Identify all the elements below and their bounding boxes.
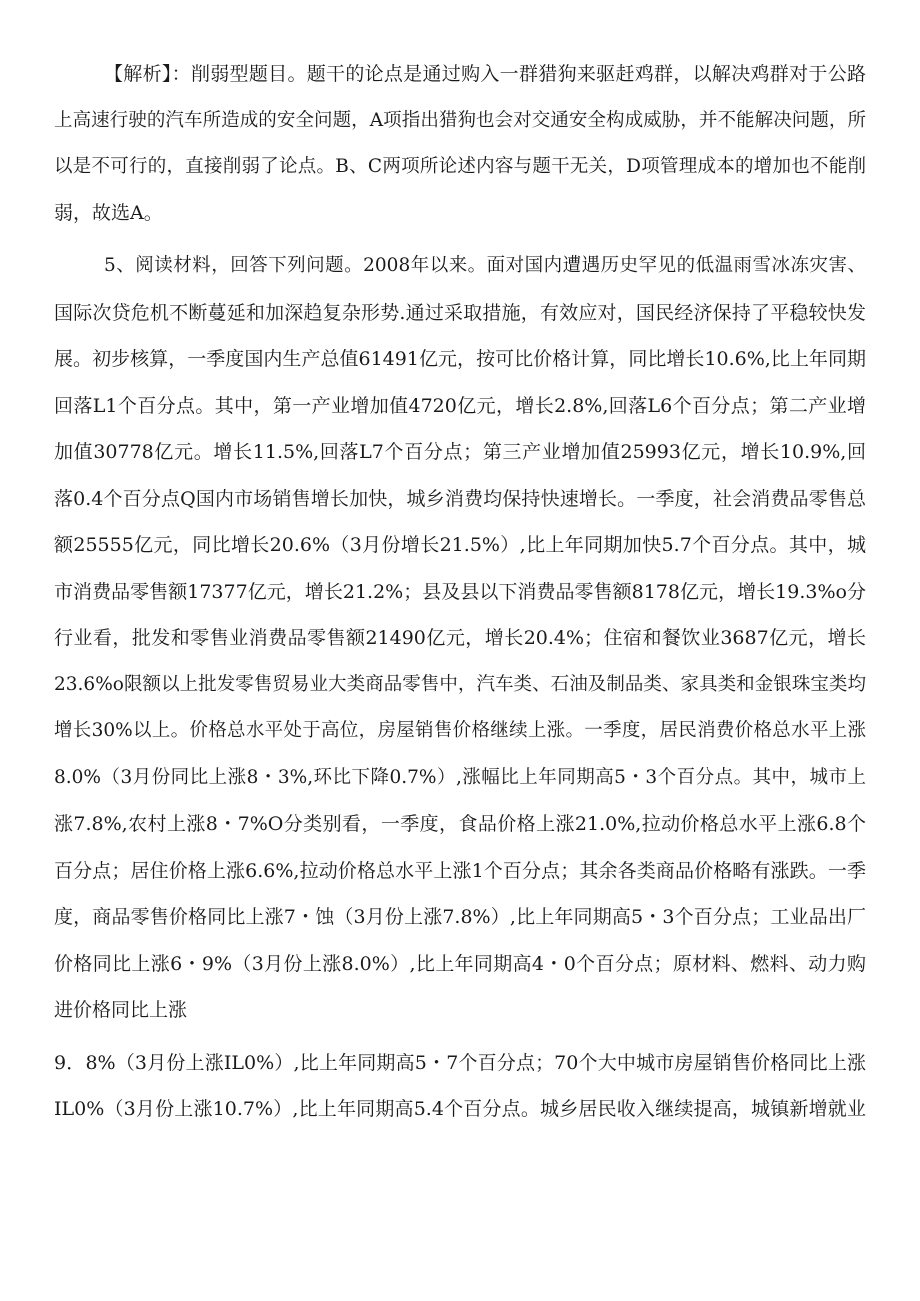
question-line: 增长30%以上。价格总水平处于高位，房屋销售价格继续上涨。一季度，居民消费价格总水平上涨	[54, 720, 866, 741]
question-line: 8.0%（3月份同比上涨8・3%,环比下降0.7%）,涨幅比上年同期高5・3个百分点。其中，城市上	[54, 767, 866, 788]
analysis-line: 以是不可行的，直接削弱了论点。B、C两项所论述内容与题干无关，D项管理成本的增加也不能削	[54, 156, 866, 177]
question-line: 度，商品零售价格同比上涨7・蚀（3月份上涨7.8%）,比上年同期高5・3个百分点；工业品出厂	[54, 906, 866, 928]
question-line: 回落L1个百分点。其中，第一产业增加值4720亿元，增长2.8%,回落L6个百分点；第二产业增	[54, 395, 866, 417]
question-line: 额25555亿元，同比增长20.6%（3月份增长21.5%）,比上年同期加快5.7个百分点。其中，城	[54, 534, 866, 556]
question-line: 价格同比上涨6・9%（3月份上涨8.0%）,比上年同期高4・0个百分点；原材料、燃料、动力购	[54, 953, 866, 975]
question-line: 进价格同比上涨	[54, 999, 188, 1021]
question-line: 行业看，批发和零售业消费品零售额21490亿元，增长20.4%；住宿和餐饮业3687亿元，增长	[54, 627, 866, 649]
question-line: 加值30778亿元。增长11.5%,回落L7个百分点；第三产业增加值25993亿元，增长10.9%,回	[54, 441, 866, 463]
analysis-line: 【解析】：削弱型题目。题干的论点是通过购入一群猎狗来驱赶鸡群，以解决鸡群对于公路	[104, 63, 866, 85]
question-line: 展。初步核算，一季度国内生产总值61491亿元，按可比价格计算，同比增长10.6%,比上年同期	[54, 348, 866, 370]
question-line: 百分点；居住价格上涨6.6%,拉动价格总水平上涨1个百分点；其余各类商品价格略有涨跌。一季	[54, 860, 866, 882]
analysis-line: 上高速行驶的汽车所造成的安全问题，A项指出猎狗也会对交通安全构成威胁，并不能解决问题，所	[54, 110, 866, 131]
question-line: 23.6%o限额以上批发零售贸易业大类商品零售中，汽车类、石油及制品类、家具类和金银珠宝类均	[54, 674, 866, 695]
question-line: 国际次贷危机不断蔓延和加深趋复杂形势.通过采取措施，有效应对，国民经济保持了平稳较快发	[54, 302, 866, 324]
question-line: 市消费品零售额17377亿元，增长21.2%；县及县以下消费品零售额8178亿元，增长19.3%o分	[54, 581, 866, 603]
analysis-line: 弱，故选A。	[54, 202, 163, 224]
question-line: 落0.4个百分点Q国内市场销售增长加快，城乡消费均保持快速增长。一季度，社会消费品零售总	[54, 488, 866, 510]
question-line: 涨7.8%,农村上涨8・7%O分类别看，一季度，食品价格上涨21.0%,拉动价格总水平上涨6.8个	[54, 813, 866, 835]
question-line: 5、阅读材料，回答下列问题。2008年以来。面对国内遭遇历史罕见的低温雨雪冰冻灾害、	[104, 255, 866, 276]
continuation-line: IL0%（3月份上涨10.7%）,比上年同期高5.4个百分点。城乡居民收入继续提高，城镇新增就业	[54, 1098, 866, 1120]
continuation-line: 9．8%（3月份上涨IL0%）,比上年同期高5・7个百分点；70个大中城市房屋销售价格同比上涨	[54, 1052, 866, 1074]
